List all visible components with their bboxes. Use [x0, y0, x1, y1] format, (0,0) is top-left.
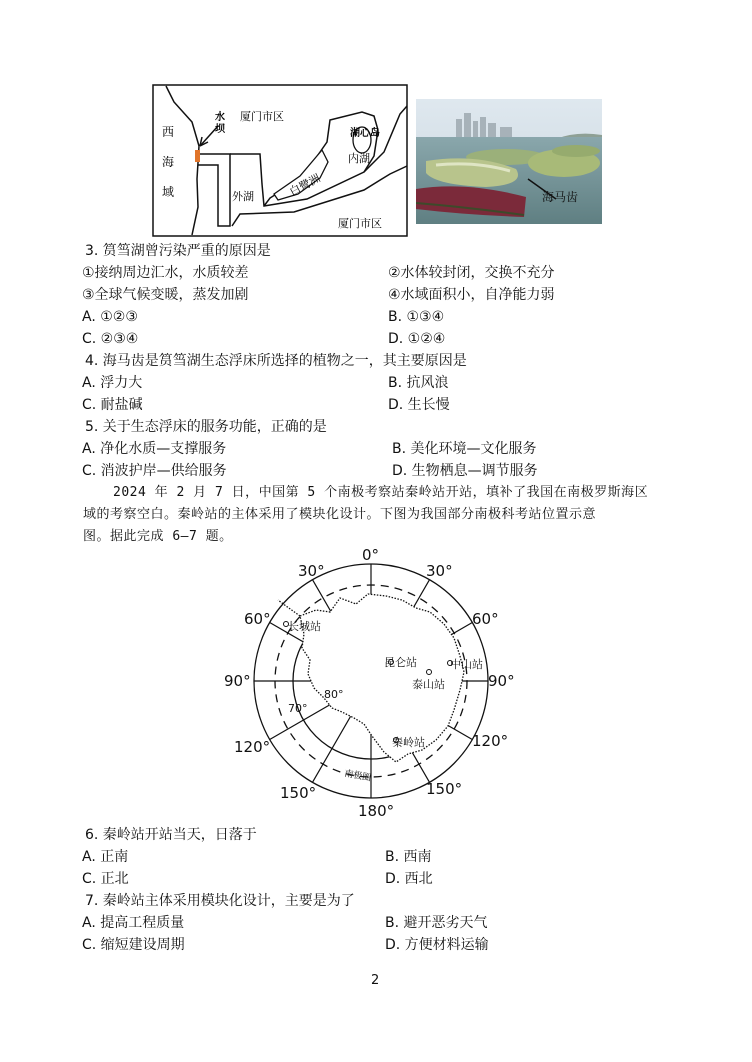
lat-80-label: 80° [324, 688, 344, 701]
q3-statement-1: ①接纳周边汇水，水质较差 [82, 265, 249, 281]
dam-label-2: 坝 [215, 124, 225, 135]
intro-line-1: 2024 年 2 月 7 日，中国第 5 个南极考察站秦岭站开站，填补了我国在南极罗斯海区 [113, 485, 649, 500]
q4-option-d: D. 生长慢 [388, 397, 450, 413]
q3-option-c: C. ②③④ [82, 331, 139, 347]
q3-statement-3: ③全球气候变暖，蒸发加剧 [82, 287, 249, 303]
antarctic-map [216, 540, 526, 820]
peninsula-outline [278, 600, 300, 616]
q3-option-d: D. ①②④ [388, 331, 446, 347]
dam-label-1: 水 [215, 112, 225, 123]
west-sea-char-3: 域 [162, 185, 175, 199]
q3-option-a: A. ①②③ [82, 309, 138, 325]
lon-90-right-label: 90° [488, 672, 515, 690]
q6-stem: 6. 秦岭站开站当天，日落于 [85, 827, 257, 843]
outer-lake-label: 外湖 [232, 190, 254, 203]
lon-150-right-label: 150° [426, 780, 463, 798]
lon-180-label: 180° [358, 802, 395, 820]
q5-stem: 5. 关于生态浮床的服务功能，正确的是 [85, 419, 327, 435]
q6-option-b: B. 西南 [385, 849, 432, 865]
q5-option-d: D. 生物栖息—调节服务 [392, 463, 538, 479]
page-number: 2 [371, 973, 380, 988]
q3-statement-4: ④水域面积小，自净能力弱 [388, 287, 555, 303]
q7-option-a: A. 提高工程质量 [82, 915, 185, 931]
polar-circle-label: 南极圈 [343, 769, 372, 784]
west-sea-char-2: 海 [162, 155, 175, 169]
q4-option-a: A. 浮力大 [82, 375, 143, 391]
intro-line-3: 图。据此完成 6—7 题。 [83, 529, 233, 544]
zhongshan-label: 中山站 [450, 658, 483, 671]
floating-bed-photo [416, 99, 602, 224]
kunlun-label: 昆仑站 [384, 656, 417, 669]
q5-option-b: B. 美化环境—文化服务 [392, 441, 537, 457]
dam-marker [195, 150, 200, 162]
lake-map [152, 84, 408, 237]
qinling-label: 秦岭站 [392, 736, 425, 749]
q5-option-c: C. 消波护岸—供给服务 [82, 463, 227, 479]
q4-stem: 4. 海马齿是筼筜湖生态浮床所选择的植物之一，其主要原因是 [85, 353, 467, 369]
lon-120-right-label: 120° [472, 732, 509, 750]
intro-line-2: 域的考察空白。秦岭站的主体采用了模块化设计。下图为我国部分南极科考站位置示意 [83, 507, 597, 522]
lon-60-right-label: 60° [472, 610, 499, 628]
west-sea-char-1: 西 [162, 125, 175, 139]
lon-30-right-label: 30° [426, 562, 453, 580]
lon-150-left-label: 150° [280, 784, 317, 802]
q7-stem: 7. 秦岭站主体采用模块化设计，主要是为了 [85, 893, 355, 909]
q7-option-b: B. 避开恶劣天气 [385, 915, 488, 931]
lon-90-left-label: 90° [224, 672, 251, 690]
xiamen-label-bottom: 厦门市区 [338, 217, 382, 230]
q3-stem: 3. 筼筜湖曾污染严重的原因是 [85, 243, 271, 259]
q7-option-d: D. 方便材料运输 [385, 937, 489, 953]
q3-statement-2: ②水体较封闭，交换不充分 [388, 265, 555, 281]
lon-120-left-label: 120° [234, 738, 271, 756]
photo-caption: 海马齿 [542, 190, 579, 204]
lon-0-label: 0° [362, 546, 380, 564]
lat-70-label: 70° [288, 702, 308, 715]
q4-option-c: C. 耐盐碱 [82, 397, 143, 413]
changcheng-label: 长城站 [288, 620, 321, 633]
taishan-station-dot [427, 670, 432, 675]
q5-option-a: A. 净化水质—支撑服务 [82, 441, 227, 457]
q4-option-b: B. 抗风浪 [388, 375, 449, 391]
island-label: 湖心岛 [350, 128, 380, 139]
q6-option-d: D. 西北 [385, 871, 433, 887]
q7-option-c: C. 缩短建设周期 [82, 937, 185, 953]
q6-option-c: C. 正北 [82, 871, 129, 887]
lon-60-left-label: 60° [244, 610, 271, 628]
inner-lake-label: 内湖 [348, 152, 370, 165]
lon-30-left-label: 30° [298, 562, 325, 580]
xiamen-label-top: 厦门市区 [240, 110, 284, 123]
taishan-label: 泰山站 [412, 678, 445, 691]
q3-option-b: B. ①③④ [388, 309, 445, 325]
egret-island-label: 白鹭洲 [287, 171, 323, 199]
q6-option-a: A. 正南 [82, 849, 129, 865]
